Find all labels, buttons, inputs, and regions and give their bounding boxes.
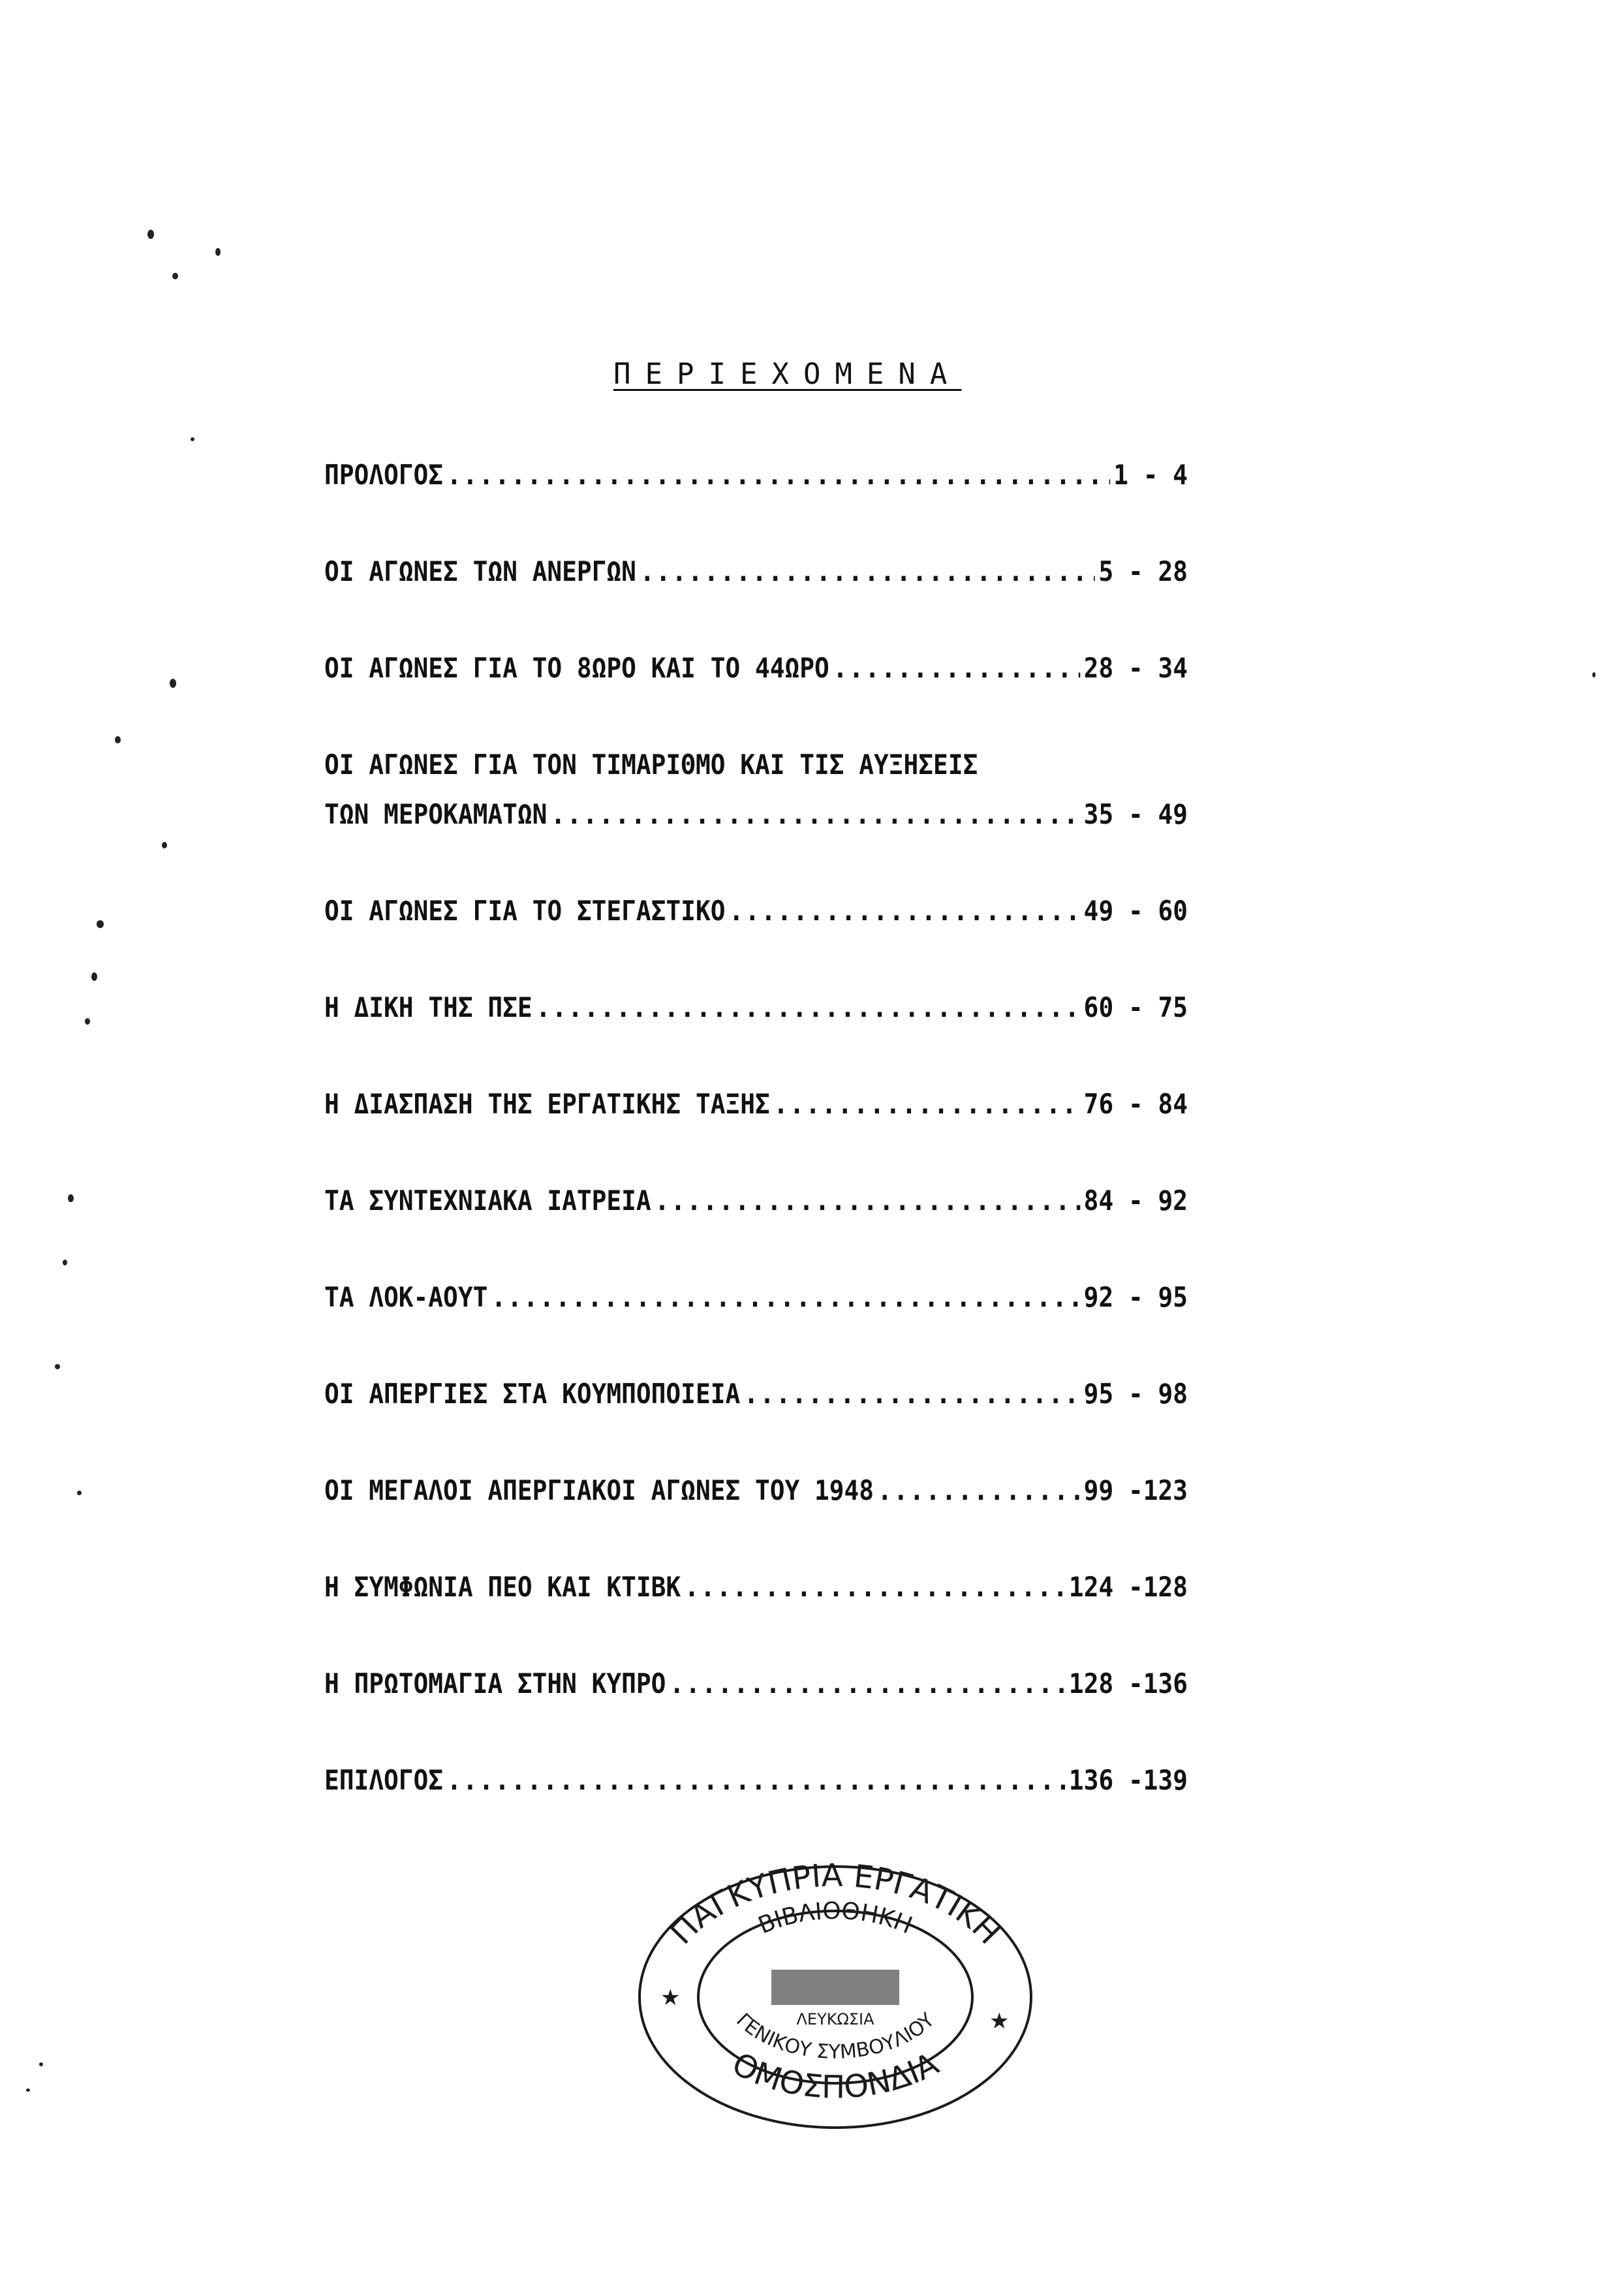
toc-entry-title: Η ΣΥΜΦΩΝΙΑ ΠΕΟ ΚΑΙ ΚΤΙΒΚ xyxy=(324,1571,681,1603)
toc-entry xyxy=(324,748,1188,831)
toc-entry xyxy=(324,894,1188,928)
toc-entry-title: Η ΠΡΩΤΟΜΑΓΙΑ ΣΤΗΝ ΚΥΠΡΟ xyxy=(324,1668,666,1699)
scan-speck xyxy=(63,1260,67,1265)
toc-leader-dots xyxy=(670,1667,1066,1701)
scan-speck xyxy=(162,842,167,848)
toc-entry xyxy=(324,1087,1188,1121)
scan-speck xyxy=(39,2062,43,2066)
toc-leader-dots xyxy=(744,1377,1081,1411)
toc-entry-pages: 49 - 60 xyxy=(1083,895,1188,927)
toc-entry-title: ΠΡΟΛΟΓΟΣ xyxy=(324,459,444,491)
toc-leader-dots xyxy=(536,991,1080,1025)
stamp-emblem-handshake xyxy=(771,1970,899,2005)
scan-speck xyxy=(172,273,178,279)
toc-leader-dots xyxy=(640,555,1095,589)
toc-entry-title: ΟΙ ΑΓΩΝΕΣ ΓΙΑ ΤΟΝ ΤΙΜΑΡΙΘΜΟ ΚΑΙ ΤΙΣ ΑΥΞΗΣΕΙΣ xyxy=(324,749,978,781)
scan-speck xyxy=(97,920,104,928)
toc-leader-dots xyxy=(551,798,1081,831)
toc-entry-title: ΤΑ ΣΥΝΤΕΧΝΙΑΚΑ ΙΑΤΡΕΙΑ xyxy=(324,1185,651,1217)
scan-speck xyxy=(215,248,221,256)
toc-entry xyxy=(324,1184,1188,1218)
toc-entry xyxy=(324,1377,1188,1411)
scan-speck xyxy=(55,1364,60,1369)
toc-leader-dots xyxy=(833,651,1080,685)
toc-entry-pages: 95 - 98 xyxy=(1083,1378,1188,1410)
toc-entry-title: ΟΙ ΑΓΩΝΕΣ ΓΙΑ ΤΟ ΣΤΕΓΑΣΤΙΚΟ xyxy=(324,895,726,927)
toc-entry xyxy=(324,1280,1188,1314)
scan-speck xyxy=(191,437,194,441)
stamp-outer-top-text: ΠΑΓΚΥΠΡΙΑ ΕΡΓΑΤΙΚΗ xyxy=(663,1857,1008,1952)
scan-speck xyxy=(77,1491,82,1495)
toc-entry xyxy=(324,991,1188,1025)
toc-entry-pages: 99 -123 xyxy=(1083,1474,1188,1506)
toc-entry-pages: 60 - 75 xyxy=(1083,991,1188,1023)
toc-entry-title: ΟΙ ΜΕΓΑΛΟΙ ΑΠΕΡΓΙΑΚΟΙ ΑΓΩΝΕΣ ΤΟΥ 1948 xyxy=(324,1474,874,1506)
scan-speck xyxy=(85,1018,90,1025)
stamp-outer-bottom-text: ΟΜΟΣΠΟΝΔΙΑ xyxy=(726,2045,945,2106)
toc-leader-dots xyxy=(877,1474,1080,1508)
toc-entry-pages: 128 -136 xyxy=(1068,1668,1188,1699)
star-icon: ★ xyxy=(989,2008,1010,2034)
toc-entry-title: ΤΑ ΛΟΚ-ΑΟΥΤ xyxy=(324,1281,488,1313)
toc-entry xyxy=(324,1570,1188,1604)
toc-entry-pages: 35 - 49 xyxy=(1083,798,1188,830)
scan-speck xyxy=(147,230,154,239)
toc-leader-dots xyxy=(446,1763,1065,1797)
toc-entry-pages: 124 -128 xyxy=(1068,1571,1188,1603)
scan-speck xyxy=(1592,672,1596,677)
toc-entry-pages: 136 -139 xyxy=(1068,1764,1188,1796)
toc-leader-dots xyxy=(491,1280,1081,1314)
scan-speck xyxy=(170,679,176,688)
toc-entry xyxy=(324,458,1188,492)
toc-entry xyxy=(324,555,1188,589)
toc-entry-title: ΟΙ ΑΓΩΝΕΣ ΓΙΑ ΤΟ 8ΩΡΟ ΚΑΙ ΤΟ 44ΩΡΟ xyxy=(324,652,829,684)
toc-leader-dots xyxy=(685,1570,1066,1604)
toc-entry-title: ΟΙ ΑΓΩΝΕΣ ΤΩΝ ΑΝΕΡΓΩΝ xyxy=(324,555,636,587)
toc-leader-dots xyxy=(655,1184,1080,1218)
toc-entry-pages: 5 - 28 xyxy=(1098,555,1188,587)
toc-entry xyxy=(324,1474,1188,1508)
toc-leader-dots xyxy=(729,894,1080,928)
toc-entry-title: Η ΔΙΚΗ ΤΗΣ ΠΣΕ xyxy=(324,991,533,1023)
toc-entry xyxy=(324,1667,1188,1701)
toc-entry-pages: 1 - 4 xyxy=(1113,459,1188,491)
toc-entry-pages: 76 - 84 xyxy=(1083,1088,1188,1120)
scan-speck xyxy=(68,1194,74,1202)
toc-entry-pages: 28 - 34 xyxy=(1083,652,1188,684)
scan-speck xyxy=(26,2088,30,2092)
toc-leader-dots xyxy=(773,1087,1080,1121)
toc-leader-dots xyxy=(446,458,1109,492)
toc-entry-title: ΕΠΙΛΟΓΟΣ xyxy=(324,1764,444,1796)
toc-entry-title: Η ΔΙΑΣΠΑΣΗ ΤΗΣ ΕΡΓΑΤΙΚΗΣ ΤΑΞΗΣ xyxy=(324,1088,770,1120)
stamp-inner-bottom-text: ΓΕΝΙΚΟΥ ΣΥΜΒΟΥΛΙΟΥ xyxy=(732,2009,939,2064)
page-title: ΠΕΡΙΕΧΟΜΕΝΑ xyxy=(613,358,962,391)
toc-entry-title: ΟΙ ΑΠΕΡΓΙΕΣ ΣΤΑ ΚΟΥΜΠΟΠΟΙΕΙΑ xyxy=(324,1378,741,1410)
scan-speck xyxy=(115,736,121,743)
toc-entry-pages: 92 - 95 xyxy=(1083,1281,1188,1313)
toc-entry xyxy=(324,1763,1188,1797)
library-stamp xyxy=(626,1854,1044,2141)
stamp-city-text: ΛΕΥΚΩΣΙΑ xyxy=(796,2010,874,2028)
scan-speck xyxy=(91,972,97,981)
toc-entry xyxy=(324,651,1188,685)
toc-entry-title-continued: ΤΩΝ ΜΕΡΟΚΑΜΑΤΩΝ xyxy=(324,798,548,830)
stamp-inner-top-text: ΒΙΒΛΙΟΘΗΚΗ xyxy=(754,1897,916,1940)
toc-entry-pages: 84 - 92 xyxy=(1083,1185,1188,1217)
star-icon: ★ xyxy=(660,1985,681,2011)
